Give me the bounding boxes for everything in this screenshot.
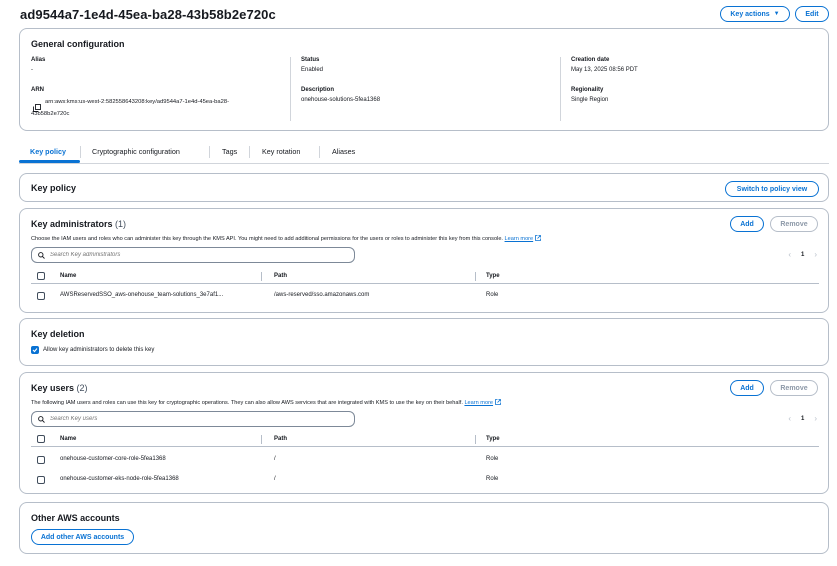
search-key-administrators-input[interactable] [31,247,355,263]
tab-key-policy[interactable]: Key policy [30,147,66,156]
column-header-type[interactable]: Type [486,436,500,442]
key-administrators-title [31,219,126,229]
row-type: Role [486,292,499,298]
chevron-right-icon[interactable]: › [814,250,817,259]
search-icon [38,416,45,423]
page-number[interactable]: 1 [800,251,805,258]
caret-down-icon: ▼ [773,11,780,17]
column-header-path[interactable]: Path [274,273,288,279]
key-users-count: (2) [76,383,88,393]
table-row[interactable] [31,286,819,306]
key-administrators-pagination [788,250,817,259]
row-path: / [274,476,276,482]
column-header-name[interactable]: Name [60,436,77,442]
external-link-icon [535,235,541,241]
row-type: Role [486,476,499,482]
search-icon [38,252,45,259]
allow-delete-label: Allow key administrators to delete this key [43,347,155,353]
add-key-user-button[interactable]: Add [730,380,764,396]
key-administrators-panel [19,208,829,313]
arn-value-line2: 43b58b2e720c [31,111,70,117]
key-administrators-title-text: Key administrators [31,219,113,229]
copy-icon[interactable] [33,99,41,107]
column-header-name[interactable]: Name [60,273,77,279]
column-separator [261,435,262,444]
row-checkbox[interactable] [37,456,45,464]
row-name: onehouse-customer-core-role-5fea1368 [60,456,166,462]
search-key-administrators-field[interactable] [50,252,340,258]
key-actions-label: Key actions [730,10,770,18]
arn-value-line1: arn:aws:kms:us-west-2:582558643208:key/ad9544a7-1e4d-45ea-ba28- [45,99,230,105]
tab-separator [209,146,210,158]
table-row[interactable] [31,470,819,490]
check-icon [32,347,38,353]
tab-separator [80,146,81,158]
tab-separator [319,146,320,158]
external-link-icon [495,399,501,405]
learn-more-link[interactable]: Learn more [504,236,534,242]
tab-cryptographic-configuration[interactable]: Cryptographic configuration [92,147,180,156]
select-all-checkbox[interactable] [37,435,45,443]
remove-key-user-button[interactable]: Remove [770,380,818,396]
key-policy-panel [19,173,829,202]
key-deletion-panel [19,318,829,366]
key-actions-button[interactable] [720,6,790,22]
edit-button[interactable]: Edit [795,6,829,22]
key-administrators-description [31,235,541,242]
key-deletion-title: Key deletion [31,329,85,339]
search-key-users-field[interactable] [50,416,340,422]
other-aws-accounts-panel [19,502,829,554]
row-checkbox[interactable] [37,476,45,484]
general-configuration-title: General configuration [31,39,125,49]
alias-label: Alias [31,57,46,63]
tab-aliases[interactable]: Aliases [332,147,356,156]
chevron-right-icon[interactable]: › [814,414,817,423]
key-policy-title: Key policy [31,183,77,193]
column-separator [475,272,476,281]
column-separator [261,272,262,281]
allow-delete-checkbox[interactable] [31,346,39,354]
column-separator [475,435,476,444]
active-tab-indicator [19,160,80,163]
key-administrators-table-header [31,270,819,284]
description-label: Description [301,87,335,93]
add-other-aws-accounts-button[interactable]: Add other AWS accounts [31,529,134,545]
chevron-left-icon[interactable]: ‹ [788,414,791,423]
key-users-description-text: The following IAM users and roles can use this key for cryptographic operations. They can also allow AWS services that are integrated with KMS to use the key on their behalf. [31,400,463,406]
regionality-label: Regionality [571,87,604,93]
tab-tags[interactable]: Tags [222,147,238,156]
status-value: Enabled [301,67,324,73]
row-name: onehouse-customer-eks-node-role-5fea1368 [60,476,179,482]
page-title: ad9544a7-1e4d-45ea-ba28-43b58b2e720c [20,7,276,22]
column-divider [290,57,291,121]
general-configuration-panel [19,28,829,131]
regionality-value: Single Region [571,97,609,103]
key-users-table-header [31,433,819,447]
other-aws-accounts-title: Other AWS accounts [31,513,120,523]
creation-date-label: Creation date [571,57,610,63]
row-path: /aws-reserved/sso.amazonaws.com [274,292,370,298]
row-path: / [274,456,276,462]
add-key-administrator-button[interactable]: Add [730,216,764,232]
row-checkbox[interactable] [37,292,45,300]
key-administrators-description-text: Choose the IAM users and roles who can administer this key through the KMS API. You might need to add additional permissions for the users or roles to administer this key from this console. [31,236,503,242]
select-all-checkbox[interactable] [37,272,45,280]
search-key-users-input[interactable] [31,411,355,427]
tab-key-rotation[interactable]: Key rotation [262,147,301,156]
key-users-title [31,383,88,393]
key-users-description [31,399,501,406]
creation-date-value: May 13, 2025 08:56 PDT [571,67,638,73]
table-row[interactable] [31,450,819,470]
chevron-left-icon[interactable]: ‹ [788,250,791,259]
key-administrators-count: (1) [115,219,127,229]
column-divider [560,57,561,121]
alias-value: - [31,67,33,73]
key-users-pagination [788,414,817,423]
column-header-path[interactable]: Path [274,436,288,442]
switch-to-policy-view-button[interactable]: Switch to policy view [725,181,819,197]
learn-more-link[interactable]: Learn more [464,400,494,406]
arn-label: ARN [31,87,44,93]
remove-key-administrator-button[interactable]: Remove [770,216,818,232]
key-users-title-text: Key users [31,383,75,393]
column-header-type[interactable]: Type [486,273,500,279]
page-number[interactable]: 1 [800,415,805,422]
tab-separator [249,146,250,158]
key-users-panel [19,372,829,494]
row-type: Role [486,456,499,462]
status-label: Status [301,57,320,63]
row-name: AWSReservedSSO_aws-onehouse_team-solutions_3e7af1... [60,292,224,298]
tab-bar [19,142,829,164]
description-value: onehouse-solutions-5fea1368 [301,97,381,103]
